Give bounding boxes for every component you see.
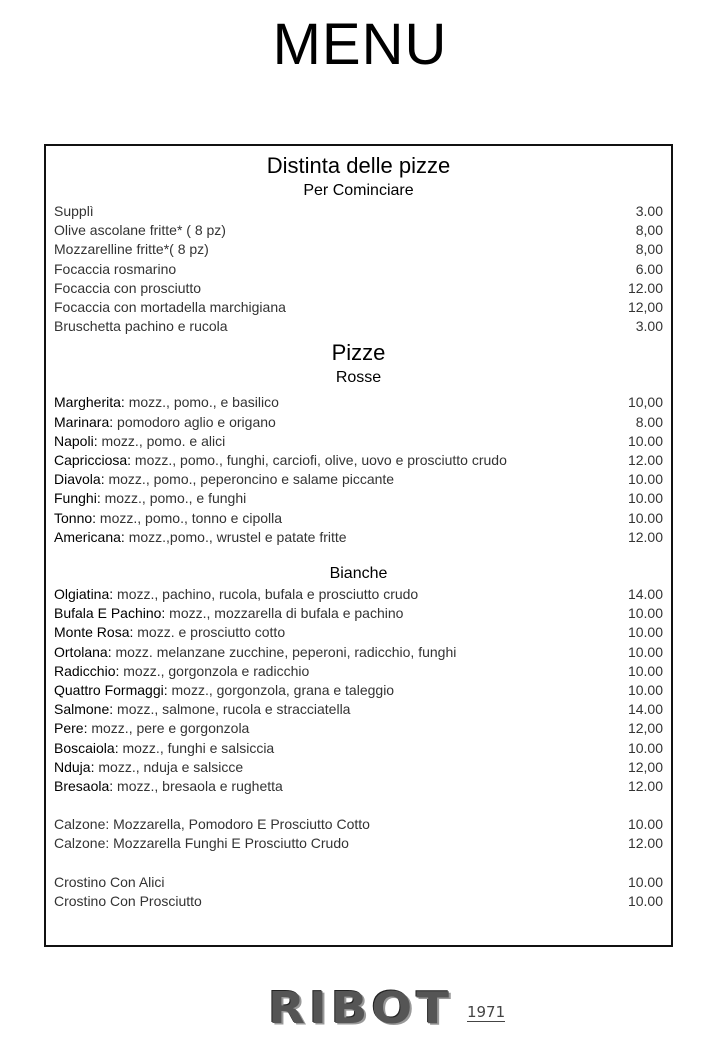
pizza-description: mozz., pachino, rucola, bufala e prosciutto crudo [113, 586, 419, 603]
pizza-price: 14.00 [627, 586, 663, 603]
menu-item [54, 815, 663, 834]
pizza-name: Tonno [54, 509, 93, 526]
pizza-separator: : [114, 739, 119, 756]
pizza-item [54, 489, 663, 508]
pizza-description: mozz., pomo., funghi, carciofi, olive, uovo e prosciutto crudo [131, 452, 507, 469]
menu-item [54, 873, 663, 892]
menu-item-label: Mozzarelline fritte*( 8 pz) [54, 241, 209, 258]
menu-item-price: 12.00 [627, 835, 663, 852]
pizza-item [54, 681, 663, 700]
pizza-name: Napoli [54, 432, 94, 449]
starters-list [54, 202, 663, 336]
pizza-separator: : [107, 643, 112, 660]
pizza-price: 10.00 [627, 643, 663, 660]
pizza-item [54, 623, 663, 642]
pizze-heading: Pizze [331, 340, 386, 366]
pizza-description: pomodoro aglio e origano [113, 413, 276, 430]
pizza-name: Salmone [54, 701, 110, 718]
pizza-price: 10.00 [627, 509, 663, 526]
pizza-price: 12.00 [627, 778, 663, 795]
starters-heading: Per Cominciare [303, 182, 414, 199]
crostini-list [54, 873, 663, 911]
pizza-price: 10.00 [627, 490, 663, 507]
section-gap [54, 796, 663, 815]
pizza-separator: : [129, 624, 134, 641]
pizza-separator: : [100, 471, 105, 488]
pizza-item [54, 528, 663, 547]
pizza-description: mozz., pere e gorgonzola [87, 720, 250, 737]
menu-item-price: 3.00 [635, 203, 663, 219]
pizza-name: Pere [54, 720, 84, 737]
pizza-description: mozz., pomo., e basilico [124, 394, 279, 411]
pizza-separator: : [120, 528, 125, 545]
pizza-price: 14.00 [627, 701, 663, 718]
menu-item-label: Focaccia rosmarino [54, 260, 177, 277]
bianche-heading: Bianche [329, 565, 388, 583]
pizza-item [54, 393, 663, 412]
pizza-item-text [54, 509, 282, 528]
pizza-name: Capricciosa [54, 452, 128, 469]
pizza-description: mozz., nduja e salsicce [94, 758, 244, 775]
pizza-item-text [54, 700, 350, 719]
pizza-description: mozz., funghi e salsiccia [118, 739, 275, 756]
menu-item-label: Focaccia con prosciutto [54, 279, 202, 296]
logo-year: 1971 [466, 1003, 506, 1021]
section-gap [54, 854, 663, 873]
menu-item-label: Calzone: Mozzarella, Pomodoro E Prosciutto Cotto [54, 816, 370, 833]
pizza-price: 10.00 [627, 471, 663, 488]
pizza-item-text [54, 662, 309, 681]
pizza-separator: : [83, 720, 88, 737]
pizza-name: Nduja [54, 758, 91, 775]
pizza-item [54, 719, 663, 738]
menu-item [54, 202, 663, 221]
pizza-description: mozz., mozzarella di bufala e pachino [165, 605, 404, 622]
menu-box [44, 144, 673, 947]
pizza-separator: : [163, 682, 168, 699]
menu-item-label: Crostino Con Alici [54, 873, 165, 890]
pizza-name: Boscaiola [54, 739, 115, 756]
calzoni-list [54, 815, 663, 853]
pizza-item [54, 451, 663, 470]
pizza-name: Bresaola [54, 778, 110, 795]
pizza-name: Bufala E Pachino [54, 605, 162, 622]
menu-item-price: 12.00 [627, 279, 663, 296]
pizza-description: mozz., bresaola e rughetta [113, 778, 283, 795]
pizza-price: 10.00 [627, 605, 663, 622]
pizza-price: 10.00 [627, 624, 663, 641]
pizza-description: mozz. e prosciutto cotto [133, 624, 286, 641]
pizza-description: mozz., salmone, rucola e stracciatella [113, 701, 351, 718]
menu-item-price: 3.00 [635, 318, 663, 335]
menu-item [54, 892, 663, 911]
menu-item [54, 240, 663, 259]
pizza-name: Monte Rosa [54, 624, 130, 641]
pizza-item-text [54, 451, 507, 470]
pizza-item-text [54, 719, 249, 738]
pizza-price: 10.00 [627, 432, 663, 449]
pizza-description: mozz. melanzane zucchine, peperoni, radicchio, funghi [111, 643, 457, 660]
pizza-item [54, 758, 663, 777]
pizza-item [54, 777, 663, 796]
pizza-item [54, 432, 663, 451]
pizza-name: Ortolana [54, 643, 108, 660]
pizza-price: 10.00 [627, 662, 663, 679]
pizza-separator: : [120, 394, 125, 411]
pizza-item-text [54, 758, 243, 777]
menu-item [54, 260, 663, 279]
pizza-item [54, 470, 663, 489]
menu-item-price: 12,00 [627, 299, 663, 316]
menu-item-label: Focaccia con mortadella marchigiana [54, 299, 286, 316]
pizza-item [54, 604, 663, 623]
pizza-item-text [54, 643, 456, 662]
pizza-separator: : [161, 605, 166, 622]
pizza-description: mozz., pomo. e alici [97, 432, 226, 449]
pizza-item [54, 643, 663, 662]
pizza-item [54, 413, 663, 432]
pizza-separator: : [109, 586, 114, 603]
pizza-item-text [54, 777, 283, 796]
pizza-price: 12,00 [627, 720, 663, 737]
pizza-item [54, 585, 663, 604]
rosse-heading: Rosse [335, 369, 382, 387]
pizza-description: mozz., gorgonzola, grana e taleggio [167, 682, 395, 699]
pizza-item [54, 509, 663, 528]
menu-item-label: Crostino Con Prosciutto [54, 892, 202, 909]
pizza-separator: : [109, 778, 114, 795]
pizza-separator: : [90, 758, 95, 775]
pizza-name: Americana [54, 528, 121, 545]
menu-item-price: 8,00 [635, 241, 663, 258]
pizza-item-text [54, 681, 394, 700]
ribot-logo [268, 983, 506, 1036]
pizza-item-text [54, 413, 276, 432]
pizza-item-text [54, 585, 418, 604]
pizza-name: Quattro Formaggi [54, 682, 164, 699]
menu-item-label: Bruschetta pachino e rucola [54, 318, 228, 335]
pizza-item-text [54, 739, 274, 758]
menu-item-label: Olive ascolane fritte* ( 8 pz) [54, 222, 226, 239]
menu-heading: Distinta delle pizze [266, 153, 451, 178]
pizza-item-text [54, 432, 225, 451]
pizza-name: Margherita [54, 394, 121, 411]
pizza-description: mozz., pomo., tonno e cipolla [96, 509, 283, 526]
pizza-description: mozz., pomo., peperoncino e salame piccante [104, 471, 395, 488]
pizza-separator: : [109, 701, 114, 718]
page-title: MENU [272, 12, 448, 77]
pizza-price: 12,00 [627, 758, 663, 775]
menu-item-label: Supplì [54, 203, 94, 219]
pizza-item-text [54, 528, 347, 547]
pizza-description: mozz., gorgonzola e radicchio [119, 662, 310, 679]
pizza-separator: : [96, 490, 101, 507]
menu-item-price: 10.00 [627, 892, 663, 909]
pizza-separator: : [115, 662, 120, 679]
pizza-price: 8.00 [635, 413, 663, 430]
pizza-price: 12.00 [627, 452, 663, 469]
pizza-separator: : [93, 432, 98, 449]
pizza-item-text [54, 623, 285, 642]
menu-item-price: 6.00 [635, 260, 663, 277]
pizza-name: Olgiatina [54, 586, 110, 603]
pizza-description: mozz., pomo., e funghi [100, 490, 247, 507]
bianche-list [54, 585, 663, 796]
pizza-name: Marinara [54, 413, 110, 430]
pizza-item-text [54, 489, 246, 508]
pizza-name: Diavola [54, 471, 101, 488]
menu-item [54, 834, 663, 853]
menu-item [54, 317, 663, 336]
pizza-price: 10.00 [627, 682, 663, 699]
menu-item [54, 279, 663, 298]
pizza-price: 10.00 [627, 739, 663, 756]
rosse-list [54, 393, 663, 547]
pizza-item [54, 739, 663, 758]
pizza-item [54, 700, 663, 719]
logo-wordmark: RIBOT [268, 983, 453, 1034]
pizza-item [54, 662, 663, 681]
pizza-separator: : [127, 452, 132, 469]
pizza-price: 12.00 [627, 528, 663, 545]
pizza-price: 10,00 [627, 394, 663, 411]
pizza-separator: : [109, 413, 114, 430]
menu-item-label: Calzone: Mozzarella Funghi E Prosciutto Crudo [54, 835, 349, 852]
pizza-separator: : [92, 509, 97, 526]
pizza-item-text [54, 470, 394, 489]
menu-item-price: 10.00 [627, 816, 663, 833]
menu-item [54, 221, 663, 240]
pizza-name: Radicchio [54, 662, 116, 679]
menu-item [54, 298, 663, 317]
pizza-item-text [54, 604, 403, 623]
pizza-item-text [54, 393, 279, 412]
menu-item-price: 8,00 [635, 222, 663, 239]
pizza-name: Funghi [54, 490, 97, 507]
menu-item-price: 10.00 [627, 873, 663, 890]
pizza-description: mozz.,pomo., wrustel e patate fritte [124, 528, 347, 545]
